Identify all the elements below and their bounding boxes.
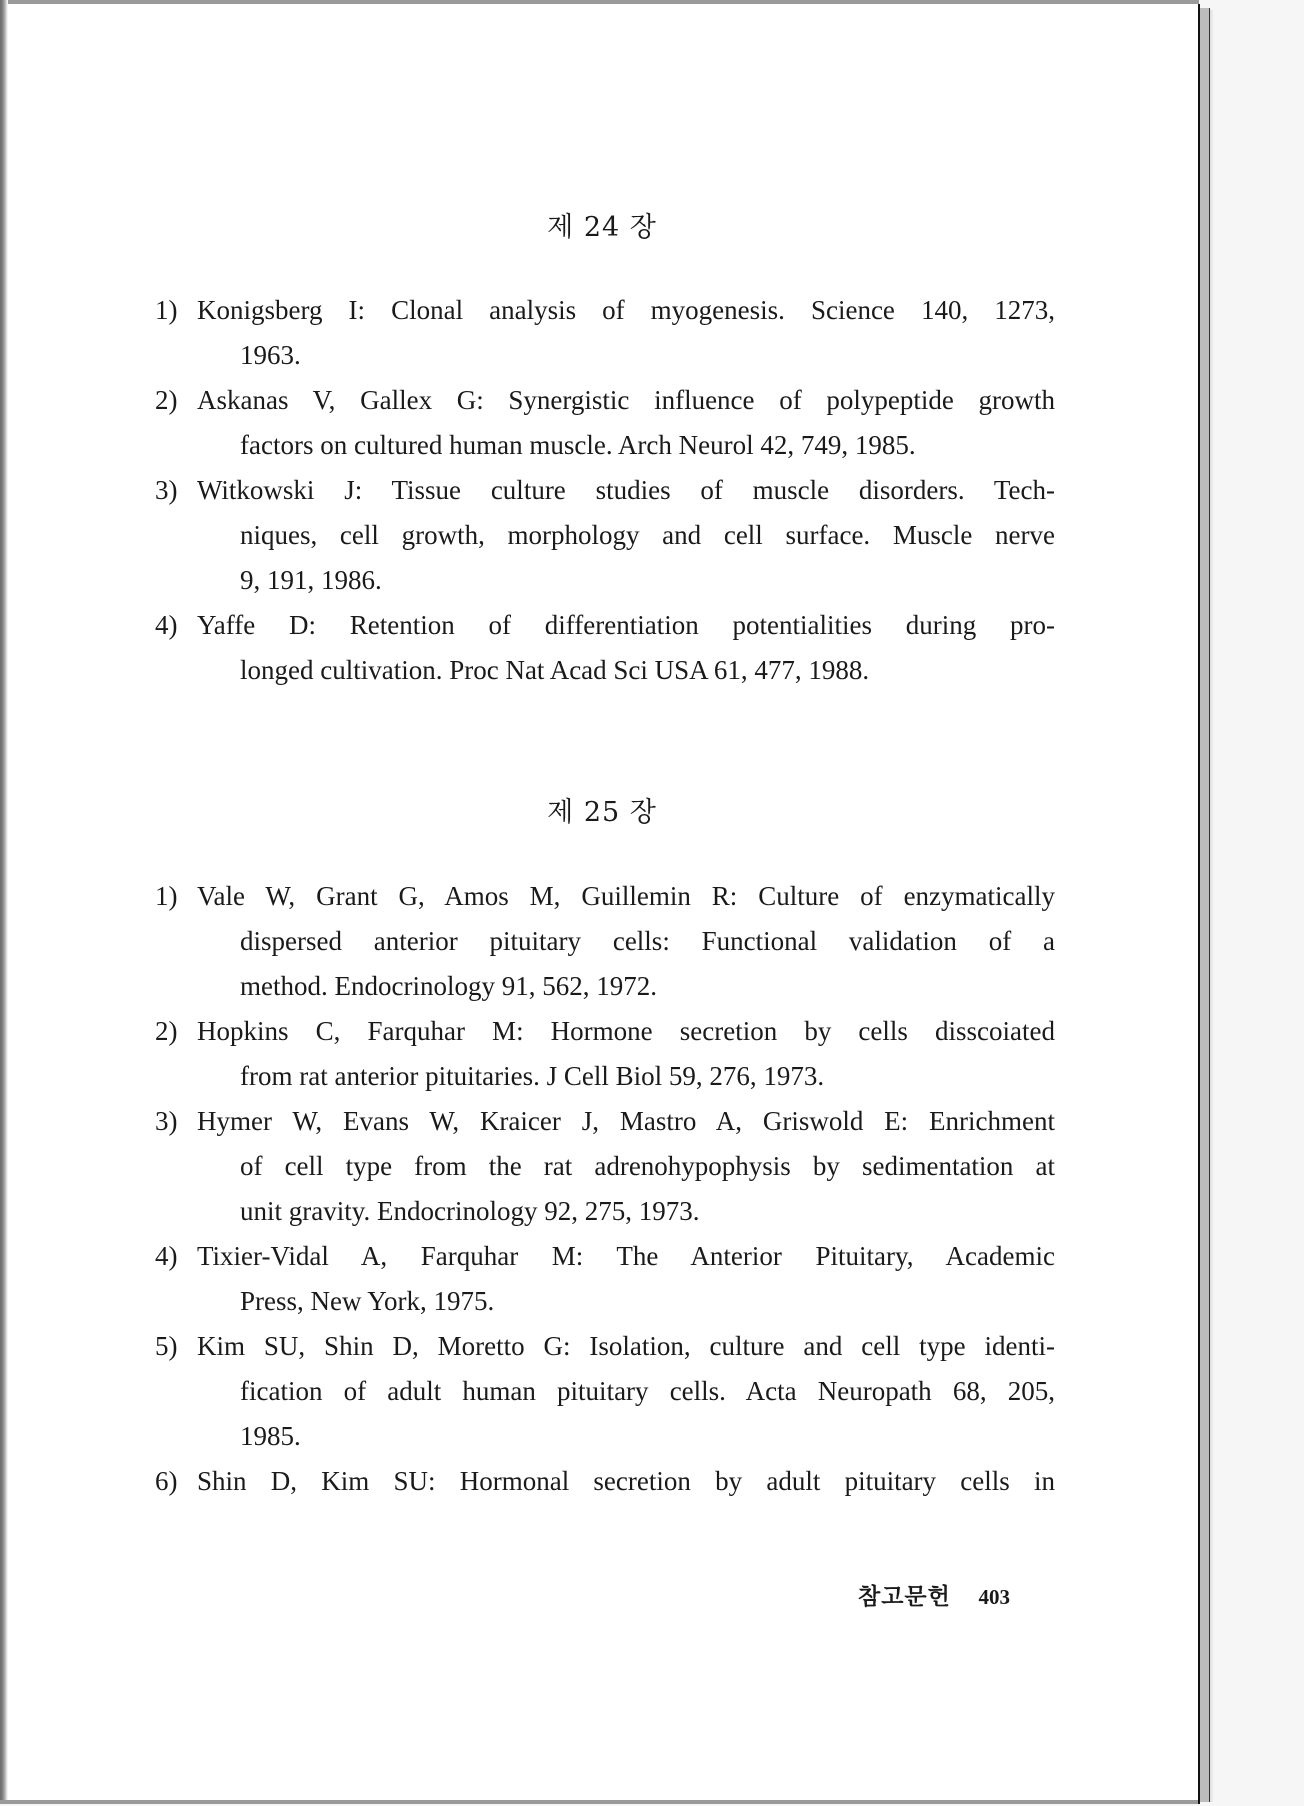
reference-number: 4) [155, 1241, 178, 1271]
reference-text-line: from rat anterior pituitaries. J Cell Biol 59, 276, 1973. [240, 1061, 825, 1091]
reference-text-line: Kim SU, Shin D, Moretto G: Isolation, culture and cell type identi- [197, 1331, 1055, 1361]
reference-text-line: unit gravity. Endocrinology 92, 275, 1973. [240, 1196, 700, 1226]
reference-item [155, 1324, 1055, 1459]
reference-text-line: dispersed anterior pituitary cells: Functional validation of a [240, 926, 1055, 956]
reference-number: 1) [155, 881, 178, 911]
chapter-heading: 제 25 장 [547, 797, 657, 828]
page-number: 403 [978, 1585, 1010, 1609]
reference-item [155, 874, 1055, 1009]
reference-text-line: Witkowski J: Tissue culture studies of muscle disorders. Tech- [197, 475, 1055, 505]
chapter-heading: 제 24 장 [547, 212, 657, 243]
reference-number: 5) [155, 1331, 178, 1361]
reference-item [155, 603, 1055, 693]
reference-item [155, 1099, 1055, 1234]
reference-list [155, 288, 1055, 693]
reference-text-line: Vale W, Grant G, Amos M, Guillemin R: Culture of enzymatically [197, 881, 1055, 911]
reference-item [155, 288, 1055, 378]
reference-list [155, 874, 1055, 1504]
reference-item [155, 1459, 1055, 1504]
reference-number: 2) [155, 1016, 178, 1046]
reference-text-line: factors on cultured human muscle. Arch Neurol 42, 749, 1985. [240, 430, 916, 460]
reference-item [155, 1009, 1055, 1099]
reference-text-line: longed cultivation. Proc Nat Acad Sci USA 61, 477, 1988. [240, 655, 870, 685]
page-curl-strip [1200, 8, 1210, 1802]
reference-text-line: method. Endocrinology 91, 562, 1972. [240, 971, 657, 1001]
page-shadow [1210, 10, 1214, 1802]
reference-text-line: Hopkins C, Farquhar M: Hormone secretion by cells disscoiated [197, 1016, 1055, 1046]
reference-text-line: Hymer W, Evans W, Kraicer J, Mastro A, Griswold E: Enrichment [197, 1106, 1055, 1136]
reference-item [155, 378, 1055, 468]
reference-number: 6) [155, 1466, 178, 1496]
reference-text-line: fication of adult human pituitary cells. Acta Neuropath 68, 205, [240, 1376, 1055, 1406]
reference-text-line: Konigsberg I: Clonal analysis of myogenesis. Science 140, 1273, [197, 295, 1055, 325]
page-footer [858, 1578, 1010, 1611]
reference-item [155, 468, 1055, 603]
reference-item [155, 1234, 1055, 1324]
reference-text-line: niques, cell growth, morphology and cell surface. Muscle nerve [240, 520, 1055, 550]
reference-text-line: 9, 191, 1986. [240, 565, 382, 595]
reference-text-line: Tixier-Vidal A, Farquhar M: The Anterior Pituitary, Academic [197, 1241, 1055, 1271]
reference-text-line: Yaffe D: Retention of differentiation potentialities during pro- [197, 610, 1055, 640]
reference-number: 3) [155, 1106, 178, 1136]
reference-text-line: 1963. [240, 340, 301, 370]
reference-text-line: of cell type from the rat adrenohypophysis by sedimentation at [240, 1151, 1055, 1181]
footer-section-title: 참고문헌 [858, 1583, 951, 1610]
page-left-edge [0, 0, 8, 1803]
page-bottom-edge [0, 1800, 1199, 1804]
reference-number: 3) [155, 475, 178, 505]
reference-text-line: Askanas V, Gallex G: Synergistic influence of polypeptide growth [197, 385, 1055, 415]
reference-text-line: 1985. [240, 1421, 301, 1451]
reference-number: 2) [155, 385, 178, 415]
reference-text-line: Press, New York, 1975. [240, 1286, 495, 1316]
reference-text-line: Shin D, Kim SU: Hormonal secretion by adult pituitary cells in [197, 1466, 1055, 1496]
reference-number: 1) [155, 295, 178, 325]
reference-number: 4) [155, 610, 178, 640]
